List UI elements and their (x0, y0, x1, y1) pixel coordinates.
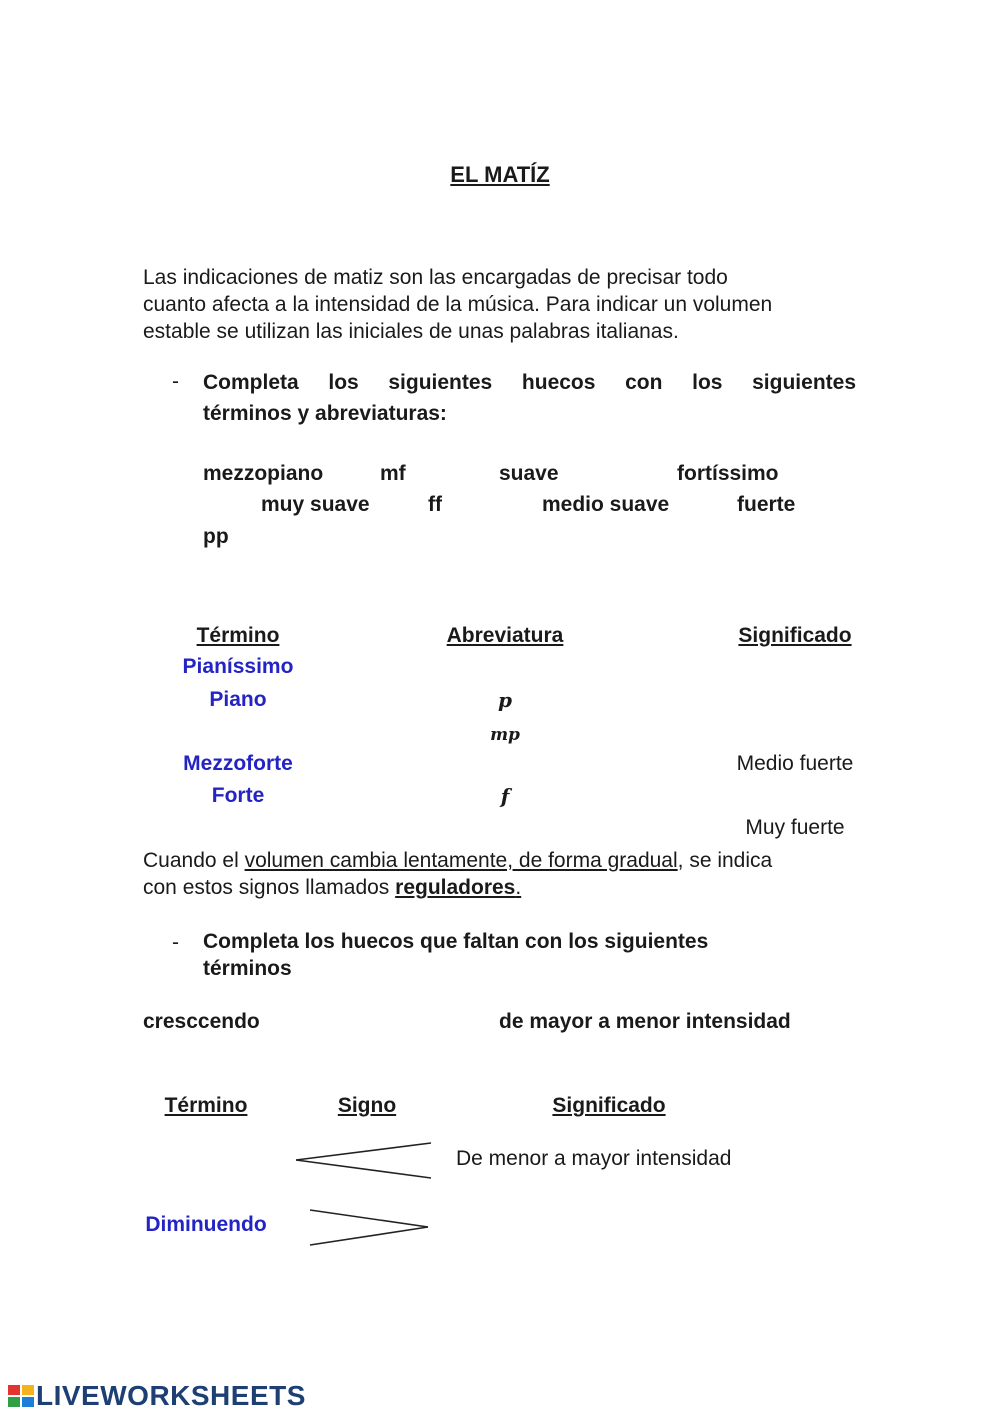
table1-term: Mezzoforte (183, 752, 293, 775)
table2-header-significado: Significado (552, 1094, 666, 1117)
word-bank-item[interactable]: pp (203, 525, 229, 548)
table1-header-abreviatura: Abreviatura (446, 624, 564, 647)
table1-term: Piano (209, 688, 267, 711)
crescendo-hairpin-icon (290, 1138, 436, 1184)
regulators-text: , se indica (677, 849, 773, 872)
instruction-2-line2: términos (203, 957, 292, 980)
table2-meaning: De menor a mayor intensidad (456, 1147, 732, 1170)
table1-header-significado: Significado (738, 624, 852, 647)
table2-term: Diminuendo (145, 1213, 267, 1236)
liveworksheets-logo-icon (8, 1385, 34, 1407)
bullet-dash: - (172, 931, 179, 954)
regulators-period: . (515, 876, 522, 899)
word-bank-item[interactable]: fortíssimo (677, 462, 779, 485)
intro-line: Las indicaciones de matiz son las encargadas de precisar todo (143, 266, 728, 289)
intro-paragraph (143, 264, 863, 345)
word-bank-item[interactable]: muy suave (261, 493, 370, 516)
table1-term: Pianíssimo (182, 655, 294, 678)
table1-meaning: Medio fuerte (736, 752, 854, 775)
instruction-2-line1: Completa los huecos que faltan con los siguientes (203, 930, 709, 953)
regulators-line2 (143, 874, 863, 901)
instruction-1-line2: términos y abreviaturas: (203, 402, 447, 425)
regulators-line1 (143, 847, 863, 874)
instruction-1-line1: Completa los siguientes huecos con los siguientes (203, 371, 856, 394)
intro-line: cuanto afecta a la intensidad de la música. Para indicar un volumen (143, 293, 773, 316)
decrescendo-hairpin-icon (300, 1204, 436, 1250)
intro-line: estable se utilizan las iniciales de unas palabras italianas. (143, 320, 679, 343)
table1-header-termino: Término (196, 624, 280, 647)
table1-abbr-symbol: mp (490, 725, 520, 745)
word-bank-item[interactable]: ff (428, 493, 442, 516)
brand-logo (8, 1380, 306, 1412)
word-bank-item[interactable]: fuerte (737, 493, 796, 516)
instruction-1 (203, 367, 856, 429)
table2-header-signo: Signo (337, 1094, 397, 1117)
word-bank-item[interactable]: mf (380, 462, 406, 485)
regulators-text: con estos signos llamados (143, 876, 396, 899)
word-bank-item[interactable]: de mayor a menor intensidad (499, 1010, 791, 1033)
regulators-paragraph (143, 847, 863, 901)
word-bank-item[interactable]: medio suave (542, 493, 670, 516)
word-bank-item[interactable]: cresccendo (143, 1010, 260, 1033)
page-title: EL MATÍZ (450, 162, 550, 187)
bullet-dash: - (172, 370, 179, 393)
word-bank-item[interactable]: suave (499, 462, 559, 485)
instruction-2 (203, 928, 856, 982)
table1-term: Forte (211, 784, 265, 807)
word-bank-item[interactable]: mezzopiano (203, 462, 324, 485)
table1-abbr-symbol: f (500, 784, 510, 808)
table1-meaning: Muy fuerte (745, 816, 845, 839)
table2-header-termino: Término (164, 1094, 248, 1117)
regulators-keyword: reguladores (395, 876, 516, 899)
regulators-underlined: volumen cambia lentamente, de forma gradual (244, 849, 678, 872)
regulators-text: Cuando el (143, 849, 245, 872)
brand-name: LIVEWORKSHEETS (36, 1380, 306, 1411)
table1-abbr-symbol: p (498, 688, 512, 712)
